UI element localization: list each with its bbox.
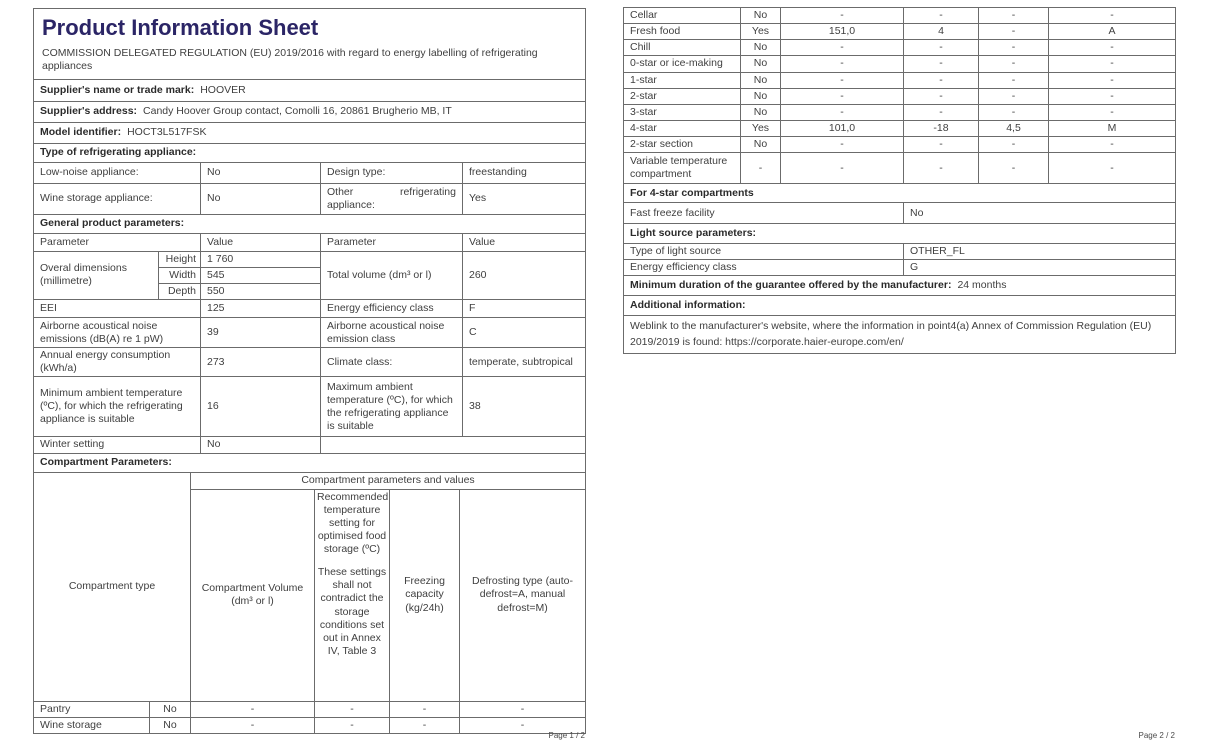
compartment-volume: - [781, 56, 904, 72]
compartment-row [34, 701, 586, 717]
compartment-defrost: - [1049, 137, 1176, 153]
dimensions-label: Overal dimensions (millimetre) [34, 251, 159, 299]
light-row [624, 260, 1176, 276]
supplier-address-cell [34, 101, 586, 122]
param-label: Maximum ambient temperature (ºC), for which the refrigerating appliance is suitable [321, 377, 463, 437]
compartment-present: No [150, 717, 191, 733]
compartment-type-header: Compartment type [34, 472, 191, 701]
dimension-value: 545 [201, 267, 321, 283]
compartment-temp: - [315, 701, 390, 717]
param-label: Climate class: [321, 348, 463, 377]
compartment-present: No [741, 72, 781, 88]
general-section-header-row [34, 214, 586, 233]
param-label: Airborne acoustical noise emission class [321, 318, 463, 348]
column-header-value: Value [463, 233, 586, 251]
supplier-address-row [34, 101, 586, 122]
temp-header-note: These settings shall not contradict the storage conditions set out in Annex IV, Table 3 [317, 566, 387, 657]
compartment-name: Variable temperature compartment [624, 153, 741, 184]
four-star-header-row [624, 184, 1176, 203]
supplier-name-label: Supplier's name or trade mark: [40, 83, 195, 96]
type-section-header-row [34, 143, 586, 162]
compartment-present: No [741, 8, 781, 24]
compartment-present: No [741, 104, 781, 120]
model-cell [34, 122, 586, 143]
compartment-row [624, 8, 1176, 24]
dimension-value: 550 [201, 284, 321, 300]
compartment-temp: - [904, 153, 979, 184]
general-section-header: General product parameters: [34, 214, 586, 233]
page-subtitle: COMMISSION DELEGATED REGULATION (EU) 2019/2016 with regard to energy labelling of refrigerating appliances [42, 46, 538, 72]
compartment-name: 2-star [624, 88, 741, 104]
compartment-table [33, 472, 586, 734]
total-volume-value: 260 [463, 251, 586, 299]
compartment-freezing: - [979, 72, 1049, 88]
param-label: Wine storage appliance: [34, 183, 201, 214]
title-cell [34, 9, 586, 80]
page-1-footer: Page 1 / 2 [548, 731, 585, 740]
compartment-row [624, 137, 1176, 153]
param-label: Winter setting [34, 437, 201, 453]
compartment-freezing: 4,5 [979, 120, 1049, 136]
compartment-freezing: - [979, 137, 1049, 153]
model-value: HOCT3L517FSK [127, 126, 207, 139]
compartment-volume: - [781, 153, 904, 184]
compartment-volume: - [191, 717, 315, 733]
compartment-name: 3-star [624, 104, 741, 120]
type-row [34, 183, 586, 214]
compartment-name: Cellar [624, 8, 741, 24]
supplier-name-row [34, 79, 586, 101]
fast-freeze-value: No [904, 203, 1176, 224]
compartment-name: Pantry [34, 701, 150, 717]
compartment-present: No [741, 56, 781, 72]
param-label: Low-noise appliance: [34, 162, 201, 183]
param-value: 273 [201, 348, 321, 377]
product-info-table [33, 8, 586, 473]
compartment-row [624, 153, 1176, 184]
general-row [34, 300, 586, 318]
compartment-defrost: - [1049, 56, 1176, 72]
temp-header-main: Recommended temperature setting for optimised food storage (ºC) [317, 490, 389, 555]
compartment-name: 2-star section [624, 137, 741, 153]
dimension-value: 1 760 [201, 251, 321, 267]
param-label: Annual energy consumption (kWh/a) [34, 348, 201, 377]
compartment-present: - [741, 153, 781, 184]
page-2-footer: Page 2 / 2 [1138, 731, 1175, 740]
fast-freeze-label: Fast freeze facility [624, 203, 904, 224]
defrosting-type-header: Defrosting type (auto-defrost=A, manual defrost=M) [460, 489, 586, 701]
compartment-temp: - [904, 40, 979, 56]
compartment-present: No [741, 88, 781, 104]
compartment-defrost: A [1049, 24, 1176, 40]
guarantee-cell [624, 276, 1176, 296]
compartment-temp: - [904, 137, 979, 153]
compartment-freezing: - [979, 153, 1049, 184]
column-header-parameter: Parameter [321, 233, 463, 251]
compartment-temp: - [904, 56, 979, 72]
param-value: No [201, 437, 321, 453]
empty-cell [321, 437, 586, 453]
compartment-name: 0-star or ice-making [624, 56, 741, 72]
compartment-defrost: - [1049, 40, 1176, 56]
general-row [34, 377, 586, 437]
page-title: Product Information Sheet [42, 15, 319, 40]
param-value: No [201, 183, 321, 214]
compartment-freezing: - [390, 701, 460, 717]
compartment-row [624, 104, 1176, 120]
compartment-freezing: - [390, 717, 460, 733]
param-value: Yes [463, 183, 586, 214]
dimension-name: Width [159, 267, 201, 283]
fast-freeze-row [624, 203, 1176, 224]
compartment-volume: - [781, 104, 904, 120]
column-header-parameter: Parameter [34, 233, 201, 251]
compartment-freezing: - [979, 88, 1049, 104]
param-value: C [463, 318, 586, 348]
dimension-name: Height [159, 251, 201, 267]
compartment-defrost: - [460, 717, 586, 733]
compartment-temp: - [315, 717, 390, 733]
page-2 [623, 7, 1175, 354]
compartment-volume: - [781, 72, 904, 88]
compartment-freezing: - [979, 104, 1049, 120]
guarantee-label: Minimum duration of the guarantee offered by the manufacturer: [630, 279, 952, 292]
weblink-row [624, 316, 1176, 354]
compartment-defrost: - [1049, 104, 1176, 120]
param-value: 16 [201, 377, 321, 437]
compartment-temp: 4 [904, 24, 979, 40]
param-label: Energy efficiency class [321, 300, 463, 318]
compartment-present: No [741, 40, 781, 56]
compartment-defrost: - [460, 701, 586, 717]
compartment-volume: - [191, 701, 315, 717]
general-row [34, 348, 586, 377]
compartment-row [624, 24, 1176, 40]
compartment-present: Yes [741, 24, 781, 40]
compartment-row [624, 56, 1176, 72]
compartment-row [624, 88, 1176, 104]
compartment-volume: 101,0 [781, 120, 904, 136]
compartment-name: 1-star [624, 72, 741, 88]
page-1 [33, 8, 585, 734]
compartment-freezing: - [979, 40, 1049, 56]
type-section-header: Type of refrigerating appliance: [34, 143, 586, 162]
compartment-defrost: M [1049, 120, 1176, 136]
light-row [624, 244, 1176, 260]
compartment-name: Chill [624, 40, 741, 56]
param-label: Minimum ambient temperature (ºC), for which the refrigerating appliance is suitable [34, 377, 201, 437]
compartment-temp: - [904, 72, 979, 88]
compartment-defrost: - [1049, 8, 1176, 24]
param-value: 125 [201, 300, 321, 318]
compartment-volume: - [781, 88, 904, 104]
compartment-volume-header: Compartment Volume (dm³ or l) [191, 489, 315, 701]
compartment-section-header-row [34, 453, 586, 472]
compartment-defrost: - [1049, 153, 1176, 184]
light-param-value: OTHER_FL [904, 244, 1176, 260]
supplier-address-label: Supplier's address: [40, 105, 138, 118]
compartment-name: 4-star [624, 120, 741, 136]
param-value: freestanding [463, 162, 586, 183]
guarantee-value: 24 months [957, 279, 1007, 292]
light-section-header: Light source parameters: [624, 224, 1176, 244]
compartment-temp: - [904, 104, 979, 120]
compartment-temp: - [904, 8, 979, 24]
total-volume-label: Total volume (dm³ or l) [321, 251, 463, 299]
dimensions-row [34, 251, 586, 267]
param-value: F [463, 300, 586, 318]
column-header-value: Value [201, 233, 321, 251]
column-header-row [34, 233, 586, 251]
compartment-volume: - [781, 8, 904, 24]
compartment-name: Fresh food [624, 24, 741, 40]
title-row [34, 9, 586, 80]
compartment-present: Yes [741, 120, 781, 136]
compartment-span-header: Compartment parameters and values [191, 472, 586, 489]
compartment-defrost: - [1049, 88, 1176, 104]
supplier-name-value: HOOVER [200, 83, 246, 96]
four-star-section-header: For 4-star compartments [624, 184, 1176, 203]
compartment-row [624, 40, 1176, 56]
compartment-name: Wine storage [34, 717, 150, 733]
additional-header-row [624, 296, 1176, 316]
param-value: No [201, 162, 321, 183]
param-label: Other refrigerating appliance: [321, 183, 463, 214]
compartment-temp: -18 [904, 120, 979, 136]
model-row [34, 122, 586, 143]
param-label: Airborne acoustical noise emissions (dB(A) re 1 pW) [34, 318, 201, 348]
compartment-defrost: - [1049, 72, 1176, 88]
compartment-present: No [741, 137, 781, 153]
compartment-table-continued [623, 7, 1176, 354]
compartment-volume: - [781, 137, 904, 153]
light-section-header-row [624, 224, 1176, 244]
light-param-label: Type of light source [624, 244, 904, 260]
compartment-span-header-row [34, 472, 586, 489]
param-value: 39 [201, 318, 321, 348]
freezing-capacity-header: Freezing capacity (kg/24h) [390, 489, 460, 701]
light-param-label: Energy efficiency class [624, 260, 904, 276]
type-row [34, 162, 586, 183]
guarantee-row [624, 276, 1176, 296]
compartment-section-header: Compartment Parameters: [34, 453, 586, 472]
compartment-freezing: - [979, 56, 1049, 72]
compartment-present: No [150, 701, 191, 717]
compartment-row [624, 120, 1176, 136]
supplier-name-cell [34, 79, 586, 101]
dimension-name: Depth [159, 284, 201, 300]
winter-setting-row [34, 437, 586, 453]
param-value: 38 [463, 377, 586, 437]
param-label: EEI [34, 300, 201, 318]
model-label: Model identifier: [40, 126, 122, 139]
supplier-address-value: Candy Hoover Group contact, Comolli 16, 20861 Brugherio MB, IT [143, 105, 452, 118]
compartment-temp-header [315, 489, 390, 701]
compartment-volume: - [781, 40, 904, 56]
compartment-freezing: - [979, 8, 1049, 24]
additional-section-header: Additional information: [624, 296, 1176, 316]
compartment-row [624, 72, 1176, 88]
param-label: Design type: [321, 162, 463, 183]
compartment-volume: 151,0 [781, 24, 904, 40]
general-row [34, 318, 586, 348]
weblink-text: Weblink to the manufacturer's website, where the information in point4(a) Annex of Commission Regulation (EU) 2019/2019 is found: https://corporate.haier-europe.com/en/ [624, 316, 1176, 354]
compartment-temp: - [904, 88, 979, 104]
compartment-freezing: - [979, 24, 1049, 40]
light-param-value: G [904, 260, 1176, 276]
param-value: temperate, subtropical [463, 348, 586, 377]
